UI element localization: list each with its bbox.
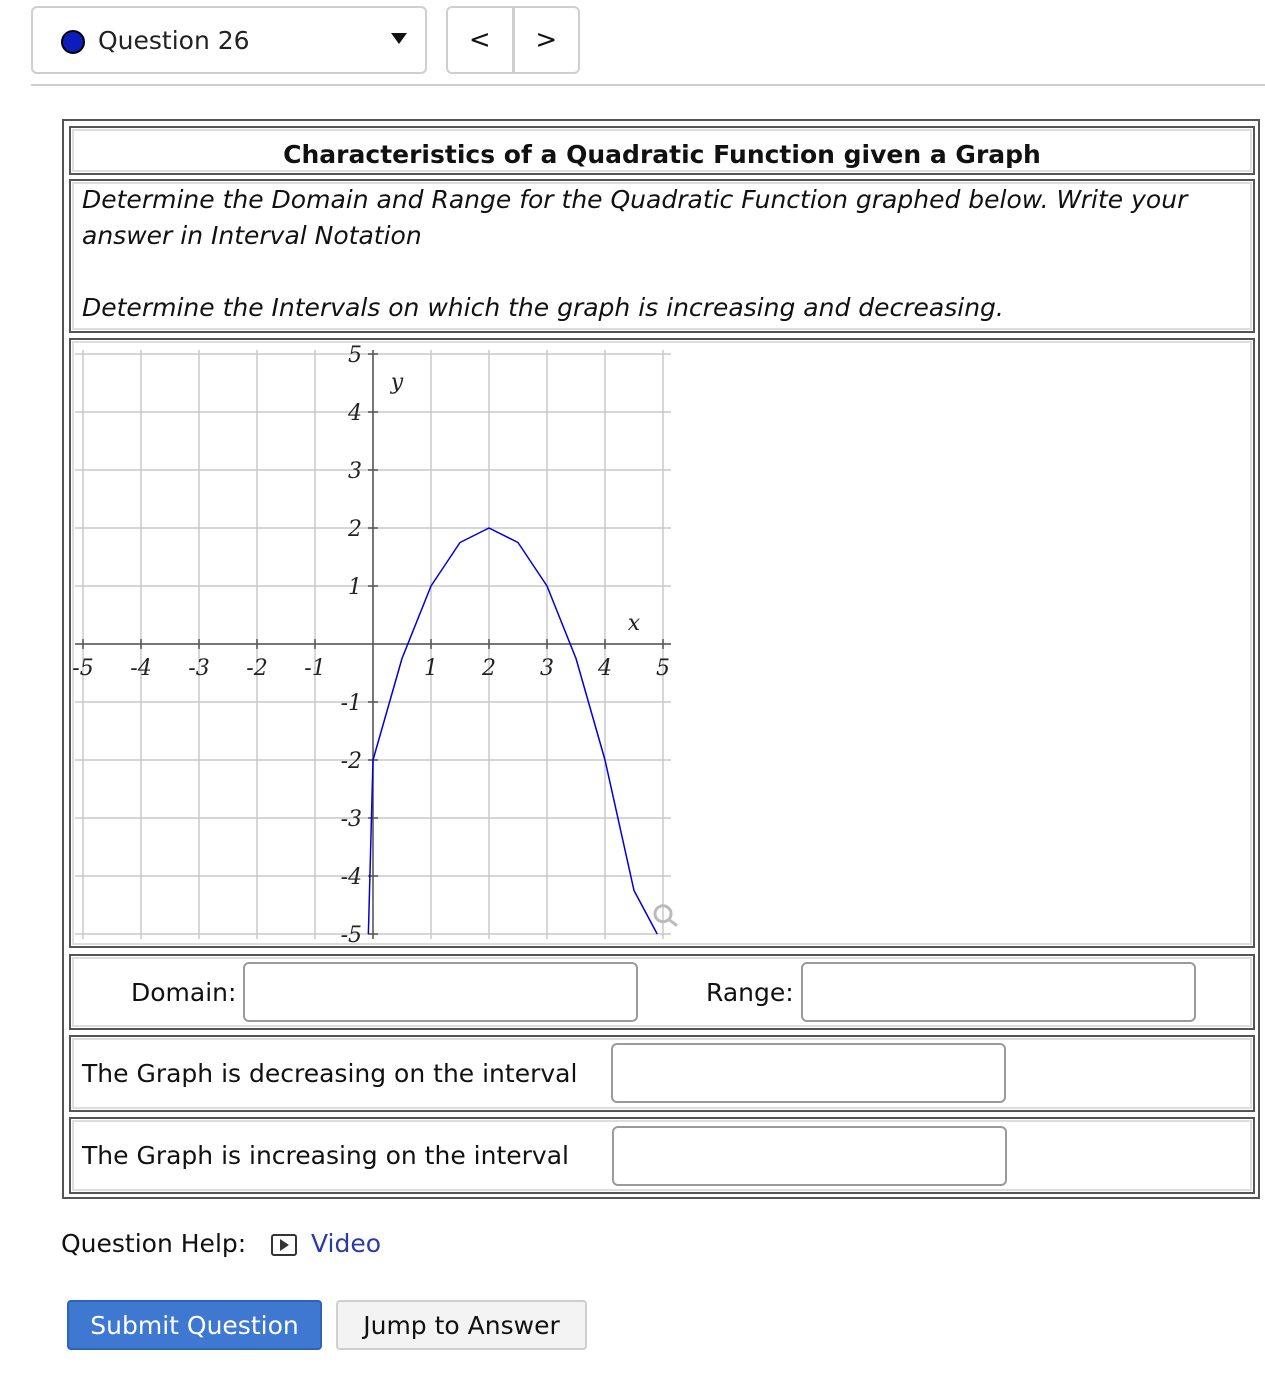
quadratic-graph xyxy=(71,340,1253,946)
question-help-label: Question Help: xyxy=(61,1229,247,1258)
increasing-input[interactable] xyxy=(612,1126,1007,1186)
x-tick-label: -5 xyxy=(72,656,94,681)
y-tick-label: -5 xyxy=(340,923,362,946)
y-axis-label: y xyxy=(390,369,404,395)
magnifier-icon-handle xyxy=(669,920,677,926)
y-tick-label: -3 xyxy=(340,807,362,832)
question-selector[interactable] xyxy=(31,6,427,74)
question-card xyxy=(62,119,1260,1199)
x-tick-label: 4 xyxy=(598,656,612,681)
next-question-button[interactable]: > xyxy=(535,25,558,55)
domain-range-row xyxy=(69,954,1255,1030)
x-tick-label: -4 xyxy=(130,656,152,681)
increasing-label: The Graph is increasing on the interval xyxy=(82,1141,569,1170)
x-tick-label: -2 xyxy=(246,656,268,681)
video-play-icon[interactable] xyxy=(271,1234,297,1256)
x-tick-label: 2 xyxy=(482,656,496,681)
question-title: Characteristics of a Quadratic Function given a Graph xyxy=(283,140,1041,169)
x-tick-label: 1 xyxy=(424,656,438,681)
x-tick-label: 3 xyxy=(540,656,554,681)
instruction-line-2: answer in Interval Notation xyxy=(82,221,422,250)
x-axis-label: x xyxy=(627,611,641,636)
question-label: Question 26 xyxy=(98,26,250,55)
jump-to-answer-button[interactable]: Jump to Answer xyxy=(336,1300,587,1350)
y-tick-label: 5 xyxy=(348,343,362,368)
question-status-dot xyxy=(61,30,85,54)
instruction-row xyxy=(69,179,1255,333)
y-tick-label: 1 xyxy=(348,575,362,600)
increasing-row xyxy=(69,1117,1255,1194)
x-tick-label: 5 xyxy=(656,656,670,681)
header-divider xyxy=(31,84,1265,86)
graph-row xyxy=(69,338,1255,948)
range-label: Range: xyxy=(706,978,794,1007)
y-tick-label: 3 xyxy=(348,459,362,484)
decreasing-input[interactable] xyxy=(611,1043,1006,1103)
domain-label: Domain: xyxy=(131,978,237,1007)
y-tick-label: -1 xyxy=(340,691,362,716)
y-tick-label: -2 xyxy=(340,749,362,774)
parabola-curve xyxy=(368,528,657,934)
domain-input[interactable] xyxy=(243,962,638,1022)
decreasing-row xyxy=(69,1035,1255,1112)
chevron-down-icon[interactable] xyxy=(391,33,407,44)
submit-question-button[interactable]: Submit Question xyxy=(67,1300,322,1350)
title-row xyxy=(69,126,1255,175)
x-tick-label: -3 xyxy=(188,656,210,681)
y-tick-label: -4 xyxy=(340,865,362,890)
previous-question-button[interactable]: < xyxy=(448,8,515,72)
x-tick-label: -1 xyxy=(304,656,326,681)
video-link[interactable]: Video xyxy=(311,1229,382,1258)
y-tick-label: 2 xyxy=(348,517,362,542)
question-nav-buttons xyxy=(446,6,580,74)
instruction-line-1: Determine the Domain and Range for the Quadratic Function graphed below. Write your xyxy=(82,185,1188,214)
range-input[interactable] xyxy=(801,962,1196,1022)
y-tick-label: 4 xyxy=(348,401,362,426)
instruction-line-3: Determine the Intervals on which the graph is increasing and decreasing. xyxy=(82,293,1004,322)
decreasing-label: The Graph is decreasing on the interval xyxy=(82,1059,578,1088)
